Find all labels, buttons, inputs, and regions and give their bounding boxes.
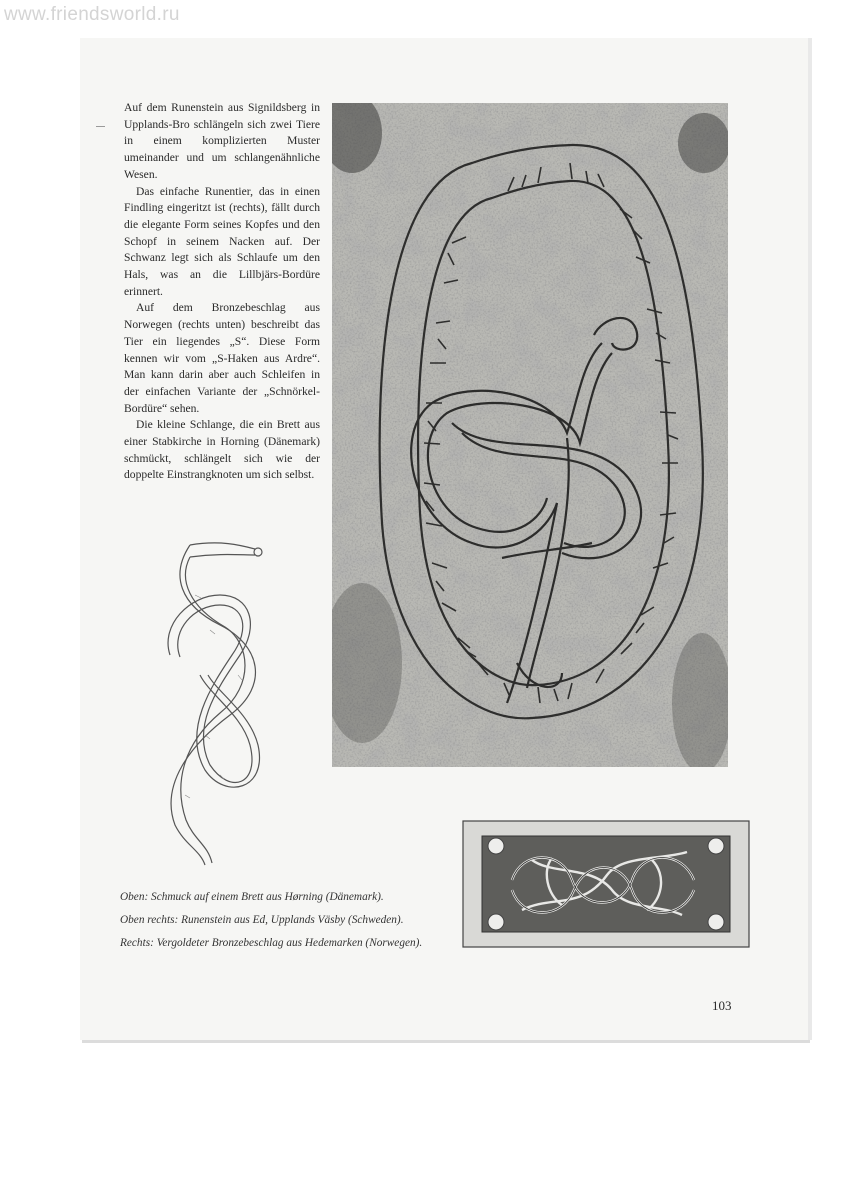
bronze-mount-drawing [462,820,750,948]
caption-top-right: Oben rechts: Runenstein aus Ed, Upplands Väsby (Schweden). [120,914,404,926]
paragraph-3: Auf dem Bronzebeschlag aus Norwegen (rechts unten) beschreibt das Tier ein liegendes „S“. Diese Form kennen wir vom „S-Haken aus Ardre“. Man kann darin aber auch Schleifen in der einfachen Variante der „Schnörkel-Bordüre“ sehen. [124,301,320,415]
paragraph-4: Die kleine Schlange, die ein Brett aus einer Stabkirche in Horning (Dänemark) schmückt, schlängelt sich wie der doppelte Einstrangknoten um sich selbst. [124,418,320,482]
serpent-knot-drawing [150,535,280,875]
caption-top: Oben: Schmuck auf einem Brett aus Hørning (Dänemark). [120,891,384,903]
page-number: 103 [712,998,732,1013]
margin-mark [96,126,105,127]
body-text [124,100,320,484]
runestone-photo [332,103,728,767]
paragraph-2: Das einfache Runentier, das in einen Findling eingeritzt ist (rechts), fällt durch die elegante Form seines Kopfes und den Schopf in seinem Nacken auf. Der Schwanz legt sich als Schlaufe um den Hals, was an die Lillbjärs-Bordüre erinnert. [124,184,320,298]
watermark: www.friendsworld.ru [4,4,180,25]
paragraph-1: Auf dem Runenstein aus Signildsberg in Upplands-Bro schlängeln sich zwei Tiere in einem komplizierten Muster umeinander und um schlangenähnliche Wesen. [124,101,320,181]
figure-captions [120,886,460,955]
caption-right: Rechts: Vergoldeter Bronzebeschlag aus Hedemarken (Norwegen). [120,937,423,949]
page-edge [808,38,812,1040]
